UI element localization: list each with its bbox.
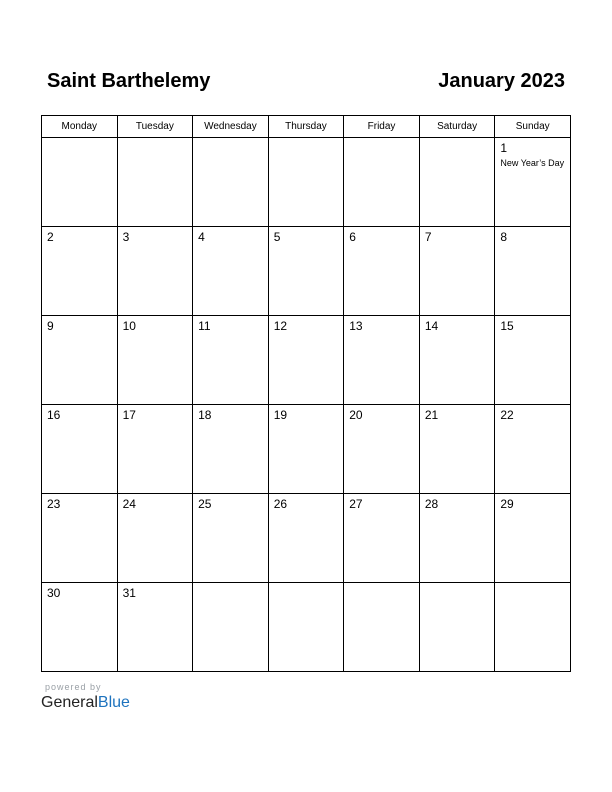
day-number <box>420 583 495 600</box>
day-cell <box>419 227 495 316</box>
weekday-header-tuesday: Tuesday <box>117 116 193 138</box>
week-row <box>42 316 571 405</box>
day-cell <box>344 494 420 583</box>
brand-name-general: General <box>41 694 98 711</box>
footer-branding <box>41 682 130 712</box>
day-cell <box>193 494 269 583</box>
week-row <box>42 227 571 316</box>
weekday-header-row <box>42 116 571 138</box>
day-number: 12 <box>273 319 288 333</box>
brand-logo[interactable] <box>41 694 130 712</box>
day-cell <box>495 227 571 316</box>
day-cell <box>495 316 571 405</box>
day-number: 21 <box>424 408 439 422</box>
day-number: 7 <box>424 230 432 244</box>
day-cell <box>193 316 269 405</box>
day-cell <box>495 583 571 672</box>
powered-by-text: powered by <box>45 682 102 692</box>
day-cell <box>42 316 118 405</box>
day-cell <box>117 405 193 494</box>
week-row <box>42 405 571 494</box>
day-number: 14 <box>424 319 439 333</box>
day-number: 10 <box>122 319 136 333</box>
day-number: 29 <box>500 497 514 511</box>
day-number: 5 <box>273 230 281 244</box>
day-number: 31 <box>122 586 136 600</box>
day-cell <box>193 227 269 316</box>
day-number <box>344 583 419 600</box>
day-cell <box>42 138 118 227</box>
day-cell <box>117 227 193 316</box>
day-number <box>269 138 344 155</box>
day-cell <box>268 405 344 494</box>
day-cell <box>344 138 420 227</box>
day-number: 25 <box>198 497 212 511</box>
weekday-header-sunday: Sunday <box>495 116 571 138</box>
week-row <box>42 138 571 227</box>
day-number: 16 <box>47 408 61 422</box>
weekday-header-monday: Monday <box>42 116 118 138</box>
day-cell <box>268 227 344 316</box>
day-number: 9 <box>47 319 54 333</box>
day-number: 22 <box>500 408 514 422</box>
day-number <box>344 138 419 155</box>
day-cell <box>419 494 495 583</box>
day-cell <box>344 316 420 405</box>
day-cell <box>268 316 344 405</box>
day-cell <box>42 583 118 672</box>
day-number: 20 <box>349 408 363 422</box>
weekday-header-wednesday: Wednesday <box>193 116 269 138</box>
day-cell <box>193 583 269 672</box>
week-row <box>42 494 571 583</box>
weekday-header-thursday: Thursday <box>268 116 344 138</box>
region-title: Saint Barthelemy <box>47 70 211 92</box>
day-number: 3 <box>122 230 130 244</box>
day-cell <box>268 583 344 672</box>
day-number <box>193 583 268 600</box>
day-cell <box>495 138 571 227</box>
day-number <box>269 583 344 600</box>
day-number: 1 <box>500 141 508 155</box>
day-number: 11 <box>198 319 211 333</box>
day-cell <box>495 494 571 583</box>
day-cell <box>344 583 420 672</box>
day-number: 2 <box>47 230 54 244</box>
day-number <box>193 138 268 155</box>
calendar-grid <box>41 115 571 672</box>
day-cell <box>117 316 193 405</box>
day-cell <box>42 494 118 583</box>
day-number <box>495 583 570 600</box>
month-year-title: January 2023 <box>438 70 565 92</box>
day-cell <box>117 138 193 227</box>
day-number: 17 <box>122 408 136 422</box>
day-number: 23 <box>47 497 61 511</box>
day-number: 19 <box>273 408 288 422</box>
day-cell <box>344 227 420 316</box>
day-cell <box>117 494 193 583</box>
day-cell <box>42 227 118 316</box>
day-cell <box>419 583 495 672</box>
day-cell <box>344 405 420 494</box>
calendar-header <box>47 70 565 98</box>
brand-name-blue: Blue <box>97 694 130 711</box>
day-number: 6 <box>349 230 356 244</box>
day-cell <box>268 494 344 583</box>
day-number: 15 <box>500 319 514 333</box>
day-number: 28 <box>424 497 439 511</box>
day-number: 13 <box>349 319 363 333</box>
week-row <box>42 583 571 672</box>
day-cell <box>193 138 269 227</box>
day-number: 30 <box>47 586 61 600</box>
day-cell <box>419 138 495 227</box>
day-cell <box>193 405 269 494</box>
day-number <box>420 138 495 155</box>
weekday-header-saturday: Saturday <box>419 116 495 138</box>
day-number: 27 <box>349 497 363 511</box>
day-number: 4 <box>198 230 205 244</box>
day-number: 24 <box>122 497 136 511</box>
day-number: 18 <box>198 408 212 422</box>
day-cell <box>42 405 118 494</box>
day-number <box>118 138 193 155</box>
day-cell <box>268 138 344 227</box>
day-cell <box>495 405 571 494</box>
weekday-header-friday: Friday <box>344 116 420 138</box>
day-number <box>42 138 117 155</box>
day-cell <box>419 316 495 405</box>
holiday-label: New Year’s Day <box>500 158 565 168</box>
day-number: 8 <box>500 230 508 244</box>
day-cell <box>117 583 193 672</box>
day-cell <box>419 405 495 494</box>
day-number: 26 <box>273 497 288 511</box>
